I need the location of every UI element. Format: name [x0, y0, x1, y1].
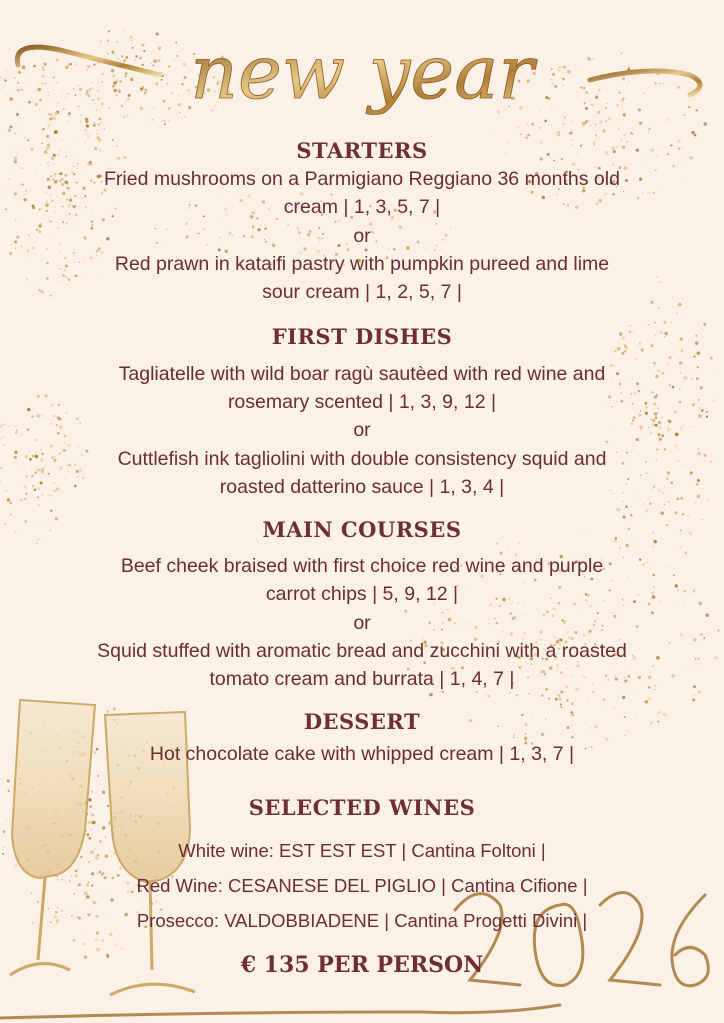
starter-line-3: Red prawn in kataifi pastry with pumpkin pureed and lime	[114, 253, 610, 275]
wine-line-white: White wine: EST EST EST | Cantina Foltoni |	[178, 840, 546, 861]
starter-or: or	[353, 225, 371, 247]
section-heading-dessert: DESSERT	[303, 709, 421, 734]
section-heading-starters: STARTERS	[296, 138, 428, 163]
title-text: new year	[190, 30, 534, 116]
dessert-line-1: Hot chocolate cake with whipped cream | 1, 3, 7 |	[149, 743, 575, 765]
starter-line-1: Fried mushrooms on a Parmigiano Reggiano 36 months old	[104, 168, 620, 190]
price-label: € 135 PER PERSON	[240, 952, 484, 978]
main-course-line-2: carrot chips | 5, 9, 12 |	[265, 583, 459, 605]
first-dish-line-4: roasted datterino sauce | 1, 3, 4 |	[219, 476, 505, 498]
first-dish-line-2: rosemary scented | 1, 3, 9, 12 |	[227, 391, 497, 413]
main-course-line-3: Squid stuffed with aromatic bread and zucchini with a roasted	[97, 640, 627, 662]
first-dish-or: or	[353, 419, 371, 441]
main-course-or: or	[353, 612, 371, 634]
starter-line-2: cream | 1, 3, 5, 7 |	[283, 196, 441, 218]
wine-line-prosecco: Prosecco: VALDOBBIADENE | Cantina Progetti Divini |	[136, 910, 588, 931]
wine-line-red: Red Wine: CESANESE DEL PIGLIO | Cantina Cifione |	[136, 875, 588, 896]
main-course-line-4: tomato cream and burrata | 1, 4, 7 |	[209, 668, 515, 690]
section-heading-main-courses: MAIN COURSES	[262, 517, 462, 542]
first-dish-line-1: Tagliatelle with wild boar ragù sautèed with red wine and	[118, 363, 606, 385]
starter-line-4: sour cream | 1, 2, 5, 7 |	[262, 281, 462, 303]
section-heading-first-dishes: FIRST DISHES	[271, 324, 453, 349]
main-course-line-1: Beef cheek braised with first choice red wine and purple	[120, 555, 604, 577]
section-heading-wines: SELECTED WINES	[248, 795, 476, 820]
menu-title	[0, 20, 724, 120]
first-dish-line-3: Cuttlefish ink tagliolini with double consistency squid and	[117, 448, 607, 470]
